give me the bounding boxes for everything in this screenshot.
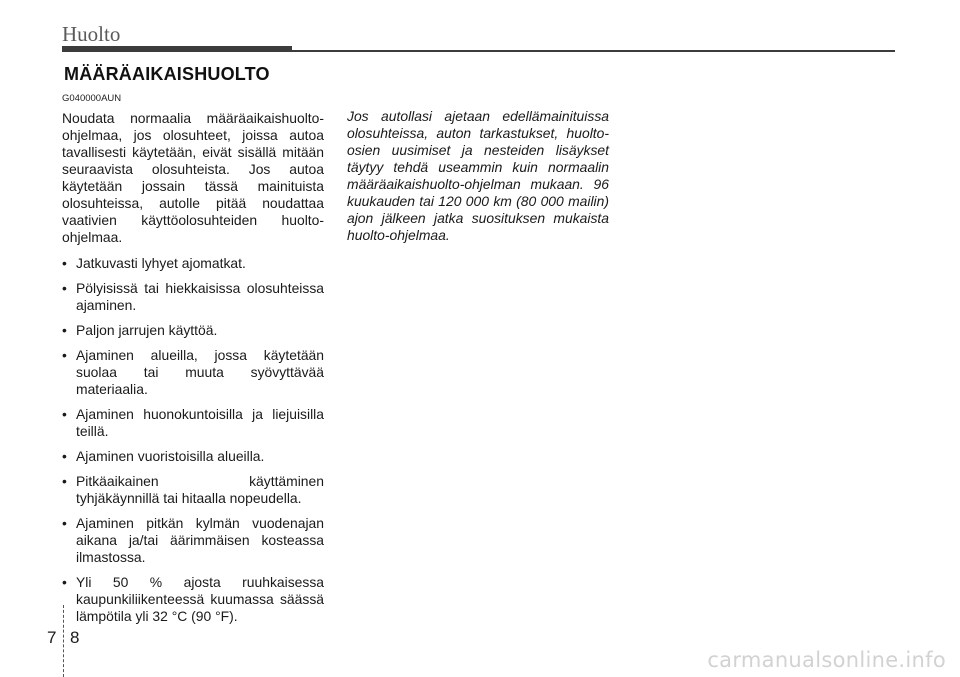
bullet-icon: •	[62, 347, 67, 363]
bullet-icon: •	[62, 574, 67, 590]
section-code: G040000AUN	[62, 93, 122, 104]
bullet-icon: •	[62, 448, 67, 464]
note-paragraph: Jos autollasi ajetaan edellämainituissa olosuhteissa, auton tarkastukset, huolto-osien uusimiset ja nesteiden lisäykset täytyy tehdä useammin kuin normaalin määräaikaishuolto-ohjelman mukaan. 96 kuukauden tai 120 000 km (80 000 mailin) ajon jälkeen jatka suosituksen mukaista huolto-ohjelmaa.	[347, 107, 609, 243]
bullet-icon: •	[62, 406, 67, 422]
list-item: • Yli 50 % ajosta ruuhkaisessa kaupunkiliikenteessä kuumassa säässä lämpötila yli 32 °C (90 °F).	[62, 574, 324, 624]
bullet-icon: •	[62, 280, 67, 296]
bullet-icon: •	[62, 515, 67, 531]
bullet-icon: •	[62, 255, 67, 271]
list-item: • Pölyisissä tai hiekkaisissa olosuhteissa ajaminen.	[62, 280, 324, 313]
condition-list	[62, 255, 324, 625]
list-item: • Pitkäaikainen käyttäminen tyhjäkäynnillä tai hitaalla nopeudella.	[62, 473, 324, 506]
header-rule-thick	[62, 46, 292, 52]
chapter-number: 7	[47, 628, 57, 647]
chapter-title: Huolto	[62, 22, 121, 46]
footer-divider	[63, 605, 64, 677]
list-item: • Ajaminen alueilla, jossa käytetään suolaa tai muuta syövyttävää materiaalia.	[62, 347, 324, 397]
list-item: • Ajaminen pitkän kylmän vuodenajan aikana ja/tai äärimmäisen kosteassa ilmastossa.	[62, 515, 324, 565]
bullet-icon: •	[62, 473, 67, 489]
list-item: • Paljon jarrujen käyttöä.	[62, 322, 218, 338]
header-rule-thin	[292, 50, 895, 52]
watermark: carmanualsonline.info	[707, 648, 946, 672]
list-item: • Ajaminen vuoristoisilla alueilla.	[62, 448, 265, 464]
left-column	[62, 93, 324, 633]
intro-paragraph: Noudata normaalia määräaikaishuolto-ohjelmaa, jos olosuhteet, joissa autoa tavallisesti käytetään, eivät sisällä mitään seuraavista olosuhteista. Jos autoa käytetään jossain tässä mainituista olosuhteissa, autolle pitää noudattaa vaativien käyttöolosuhteiden huolto-ohjelmaa.	[62, 110, 324, 245]
list-item: • Jatkuvasti lyhyet ajomatkat.	[62, 255, 246, 271]
section-heading: MÄÄRÄAIKAISHUOLTO	[64, 64, 270, 84]
bullet-icon: •	[62, 322, 67, 338]
page-number: 8	[70, 628, 80, 647]
list-item: • Ajaminen huonokuntoisilla ja liejuisilla teillä.	[62, 406, 324, 439]
